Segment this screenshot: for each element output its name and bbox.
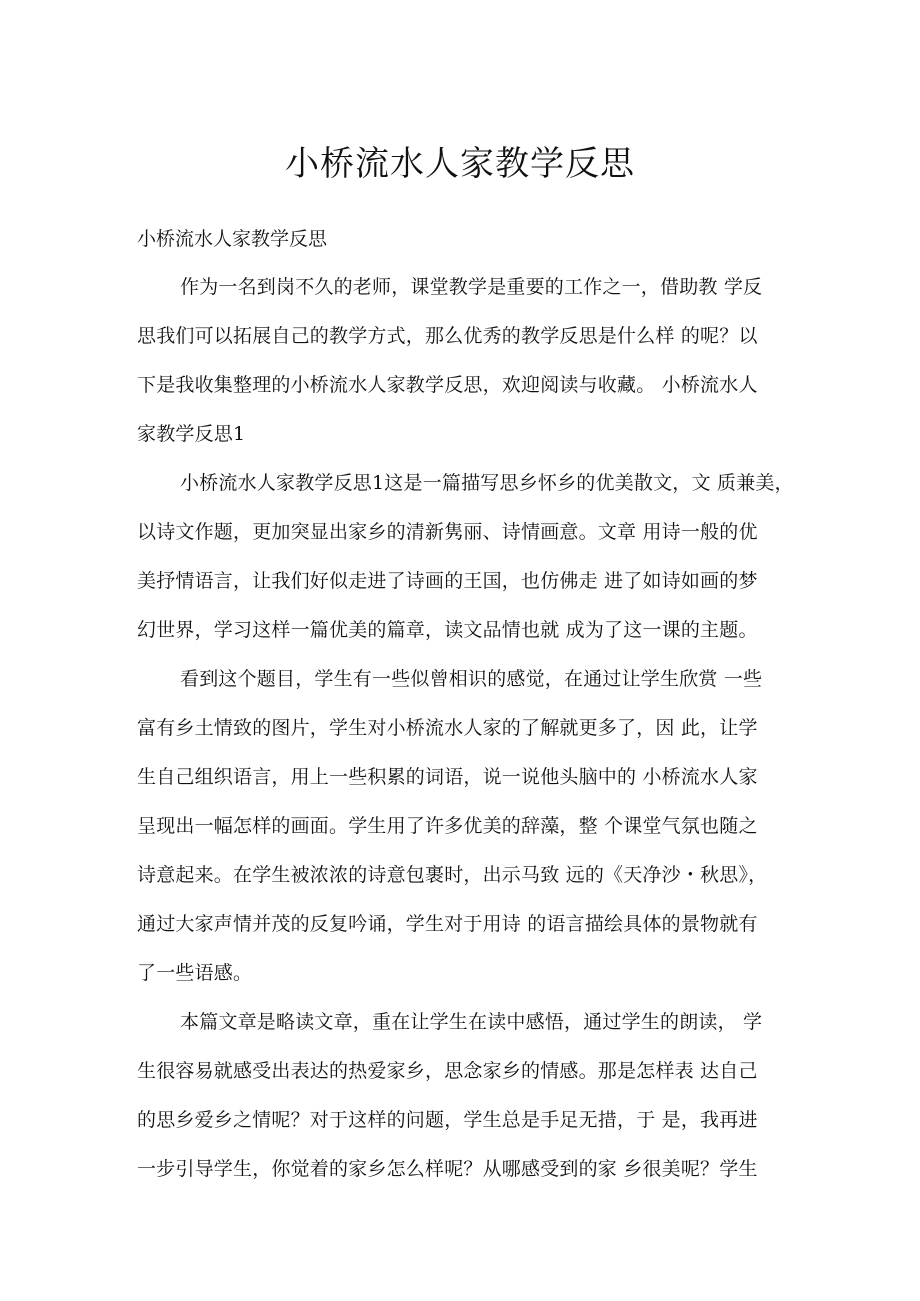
- paragraph-line: 生自己组织语言，用上一些积累的词语，说一说他头脑中的 小桥流水人家: [137, 766, 758, 788]
- paragraph-line: 作为一名到岗不久的老师，课堂教学是重要的工作之一，借助教 学反: [180, 276, 763, 298]
- paragraph-line: 生很容易就感受出表达的热爱家乡，思念家乡的情感。那是怎样表 达自己: [137, 1060, 758, 1082]
- paragraph-line: 本篇文章是略读文章，重在让学生在读中感悟，通过学生的朗读， 学: [180, 1011, 763, 1033]
- paragraph-line: 以诗文作题，更加突显出家乡的清新隽丽、诗情画意。文章 用诗一般的优: [137, 521, 758, 543]
- paragraph-line: 小桥流水人家教学反思1这是一篇描写思乡怀乡的优美散文，文 质兼美，: [180, 472, 794, 494]
- paragraph-line: 的思乡爱乡之情呢？对于这样的问题，学生总是手足无措，于 是，我再进: [137, 1109, 758, 1131]
- paragraph-line: 呈现出一幅怎样的画面。学生用了许多优美的辞藻，整 个课堂气氛也随之: [137, 815, 758, 837]
- paragraph-line: 下是我收集整理的小桥流水人家教学反思，欢迎阅读与收藏。 小桥流水人: [137, 374, 758, 396]
- paragraph-line: 看到这个题目，学生有一些似曾相识的感觉，在通过让学生欣赏 一些: [180, 668, 763, 690]
- paragraph-line: 了一些语感。: [137, 962, 253, 984]
- paragraph-line: 一步引导学生，你觉着的家乡怎么样呢？从哪感受到的家 乡很美呢？学生: [137, 1158, 758, 1180]
- document-title: 小桥流水人家教学反思: [285, 144, 635, 184]
- paragraph-line: 富有乡土情致的图片，学生对小桥流水人家的了解就更多了，因 此，让学: [137, 717, 758, 739]
- paragraph-line: 美抒情语言，让我们好似走进了诗画的王国，也仿佛走 进了如诗如画的梦: [137, 570, 758, 592]
- paragraph-line: 通过大家声情并茂的反复吟诵，学生对于用诗 的语言描绘具体的景物就有: [137, 913, 758, 935]
- paragraph-line: 诗意起来。在学生被浓浓的诗意包裹时，出示马致 远的《天净沙・秋思》，: [137, 864, 768, 886]
- document-subtitle: 小桥流水人家教学反思: [137, 228, 328, 250]
- paragraph-line: 幻世界，学习这样一篇优美的篇章，读文品情也就 成为了这一课的主题。: [137, 619, 758, 641]
- paragraph-line: 思我们可以拓展自己的教学方式，那么优秀的教学反思是什么样 的呢？以: [137, 325, 758, 347]
- paragraph-line: 家教学反思1: [137, 423, 246, 445]
